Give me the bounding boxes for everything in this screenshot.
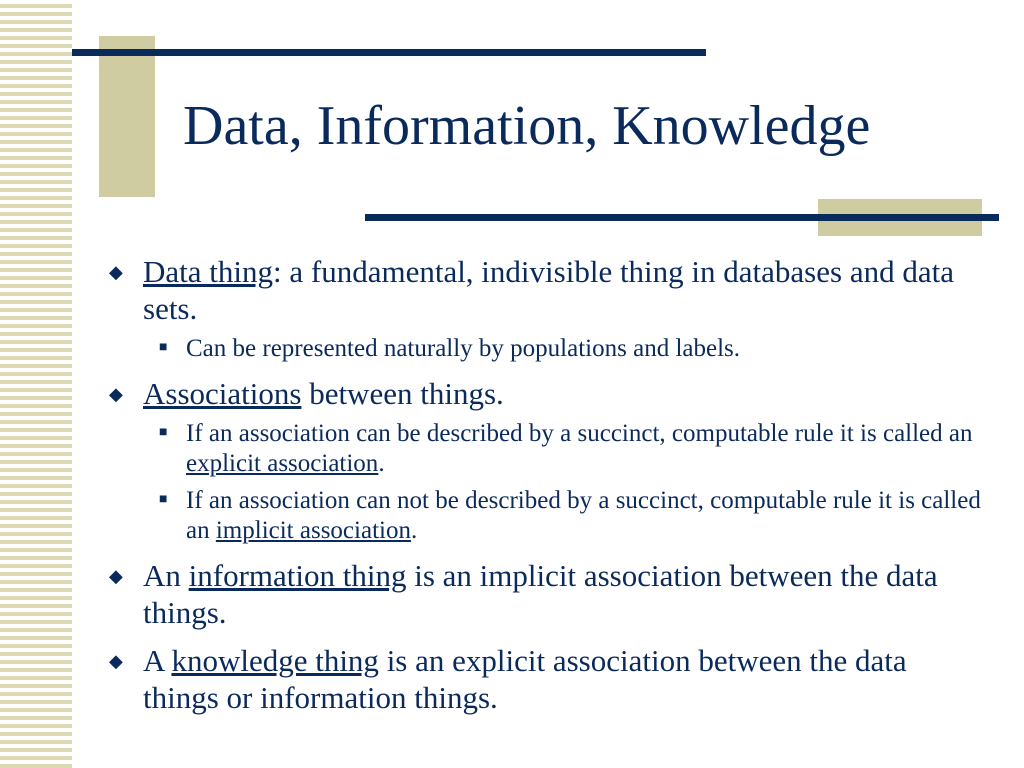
term-information-thing: information thing (188, 558, 407, 593)
diamond-bullet-icon: ◆ (109, 384, 123, 404)
square-bullet-icon: ■ (159, 492, 168, 507)
bullet-text: is an explicit association between the data things or information things. (143, 643, 907, 715)
bullet-text: : a fundamental, indivisible thing in databases and data sets. (143, 254, 954, 326)
sub-bullet-punct: . (378, 450, 385, 477)
sub-bullet-text: If an association can be described by a succinct, computable rule it is called an (186, 420, 973, 447)
decorative-stripes (0, 0, 72, 768)
diamond-bullet-icon: ◆ (109, 651, 123, 671)
diamond-bullet-icon: ◆ (109, 566, 123, 586)
slide-title: Data, Information, Knowledge (183, 95, 871, 157)
top-rule (72, 49, 706, 56)
sub-bullet-text: If an association can not be described by a succinct, computable rule it is called an (186, 487, 981, 544)
term-explicit-association: explicit association (186, 450, 379, 477)
sub-bullet-explicit (104, 419, 984, 479)
term-associations: Associations (143, 376, 302, 411)
term-data-thing: Data thing (143, 254, 273, 289)
bullet-text: between things. (301, 376, 504, 411)
term-implicit-association: implicit association (215, 517, 411, 544)
bullet-associations (104, 375, 984, 412)
bullet-text-lead: An (143, 558, 189, 593)
sub-bullet-punct: . (410, 517, 418, 544)
square-bullet-icon: ■ (159, 340, 168, 355)
sub-bullet-populations (104, 334, 984, 364)
bullet-text-lead: A (143, 643, 172, 678)
title-accent-block (99, 36, 155, 197)
sub-bullet-text: Can be represented naturally by populations and labels. (186, 335, 741, 362)
bullet-text: is an implicit association between the data things. (143, 558, 938, 630)
bullet-data-thing (104, 253, 984, 327)
diamond-bullet-icon: ◆ (109, 262, 123, 282)
term-knowledge-thing: knowledge thing (171, 643, 379, 678)
bottom-rule (365, 214, 999, 221)
square-bullet-icon: ■ (159, 425, 168, 440)
sub-bullet-implicit (104, 486, 984, 546)
bullet-knowledge-thing (104, 642, 984, 716)
bullet-information-thing (104, 557, 984, 631)
slide-body (104, 253, 984, 716)
